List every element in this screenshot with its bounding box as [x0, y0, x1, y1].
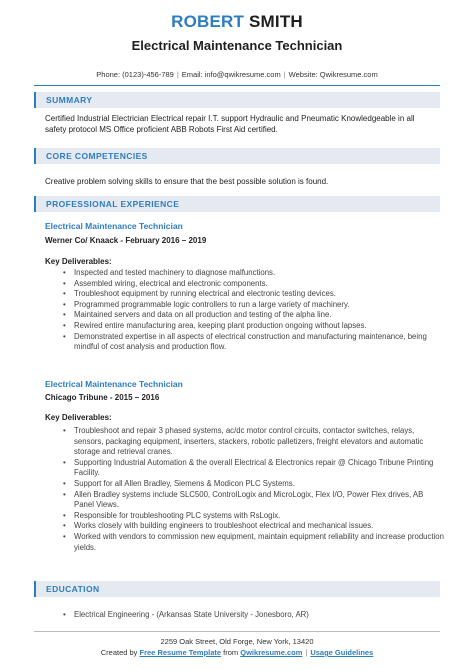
free-resume-template-link[interactable]: Free Resume Template	[139, 648, 222, 657]
separator: |	[176, 70, 179, 79]
contact-line	[0, 70, 474, 80]
created-by-text: Created by	[100, 648, 138, 657]
key-deliverables-label: Key Deliverables:	[45, 413, 112, 422]
deliverables-list	[62, 268, 444, 353]
separator: |	[283, 70, 286, 79]
section-heading: CORE COMPETENCIES	[46, 151, 148, 161]
section-heading: PROFESSIONAL EXPERIENCE	[46, 199, 180, 209]
list-item: • Support for all Allen Bradley, Siemens & Modicon PLC Systems.	[74, 479, 444, 490]
section-heading: SUMMARY	[46, 95, 93, 105]
list-item: • Demonstrated expertise in all aspects of electrical construction and manufacturing maintenance, being mindful of cost analysis and production flow.	[74, 332, 444, 353]
list-item: • Inspected and tested machinery to diagnose malfunctions.	[74, 268, 444, 279]
separator: |	[305, 648, 308, 657]
key-deliverables-label: Key Deliverables:	[45, 257, 112, 266]
header-rule	[34, 85, 440, 86]
list-item: • Rewired entire manufacturing area, keeping plant production ongoing without lapses.	[74, 321, 444, 332]
list-item: • Assembled wiring, electrical and electronic components.	[74, 279, 444, 290]
list-item: • Troubleshoot and repair 3 phased systems, ac/dc motor control circuits, contactor switches, relays, sensors, packaging equipment, inserters, stackers, robotic palletizers, freight elevators and automatic storage and retrieval cranes.	[74, 426, 444, 458]
section-core-competencies	[34, 148, 440, 164]
candidate-name	[0, 12, 474, 32]
list-item: • Maintained servers and data on all production and testing of the alpha line.	[74, 310, 444, 321]
first-name: ROBERT	[171, 12, 245, 31]
job-title: Electrical Maintenance Technician	[45, 221, 183, 231]
list-item: • Electrical Engineering - (Arkansas State University - Jonesboro, AR)	[74, 610, 444, 621]
qwikresume-link[interactable]: Qwikresume.com	[240, 648, 303, 657]
section-education	[34, 581, 440, 597]
list-item: • Troubleshoot equipment by running electrical and electronic testing devices.	[74, 289, 444, 300]
last-name: SMITH	[249, 12, 303, 31]
list-item: • Programmed programmable logic controllers to run a large variety of machinery.	[74, 300, 444, 311]
phone-text: Phone: (0123)-456-789	[96, 70, 174, 79]
from-text: from	[223, 648, 239, 657]
section-summary	[34, 92, 440, 108]
list-item: • Supporting Industrial Automation & the overall Electrical & Electronics repair @ Chicago Tribune Printing Facility.	[74, 458, 444, 479]
job-company-dates: Werner Co/ Knaack - February 2016 – 2019	[45, 236, 207, 245]
usage-guidelines-link[interactable]: Usage Guidelines	[310, 648, 374, 657]
section-heading: EDUCATION	[46, 584, 100, 594]
footer-address: 2259 Oak Street, Old Forge, New York, 13420	[160, 637, 314, 646]
footer-rule	[34, 631, 440, 632]
website-text: Website: Qwikresume.com	[288, 70, 378, 79]
list-item: • Responsible for troubleshooting PLC systems with RsLogix.	[74, 511, 444, 522]
job-company-dates: Chicago Tribune - 2015 – 2016	[45, 393, 160, 402]
email-text: Email: info@qwikresume.com	[181, 70, 281, 79]
job-role: Electrical Maintenance Technician	[131, 38, 343, 53]
list-item: • Worked with vendors to commission new equipment, maintain equipment reliability and increase production yields.	[74, 532, 444, 553]
deliverables-list	[62, 426, 444, 553]
education-list	[62, 610, 444, 621]
section-professional-experience	[34, 196, 440, 212]
list-item: • Works closely with building engineers to troubleshoot electrical and mechanical issues.	[74, 521, 444, 532]
job-title: Electrical Maintenance Technician	[45, 379, 183, 389]
summary-text: Certified Industrial Electrician Electrical repair I.T. support Hydraulic and Pneumatic Knowledgeable in all safety protocol MS Office proficient ABB Robots First Aid certified.	[45, 114, 415, 134]
competencies-text: Creative problem solving skills to ensure that the best possible solution is found.	[45, 177, 329, 186]
list-item: • Allen Bradley systems include SLC500, ControlLogix and MicroLogix, Flex I/O, Power Flex drives, AB Panel Views.	[74, 490, 444, 511]
footer-credits	[0, 648, 474, 658]
